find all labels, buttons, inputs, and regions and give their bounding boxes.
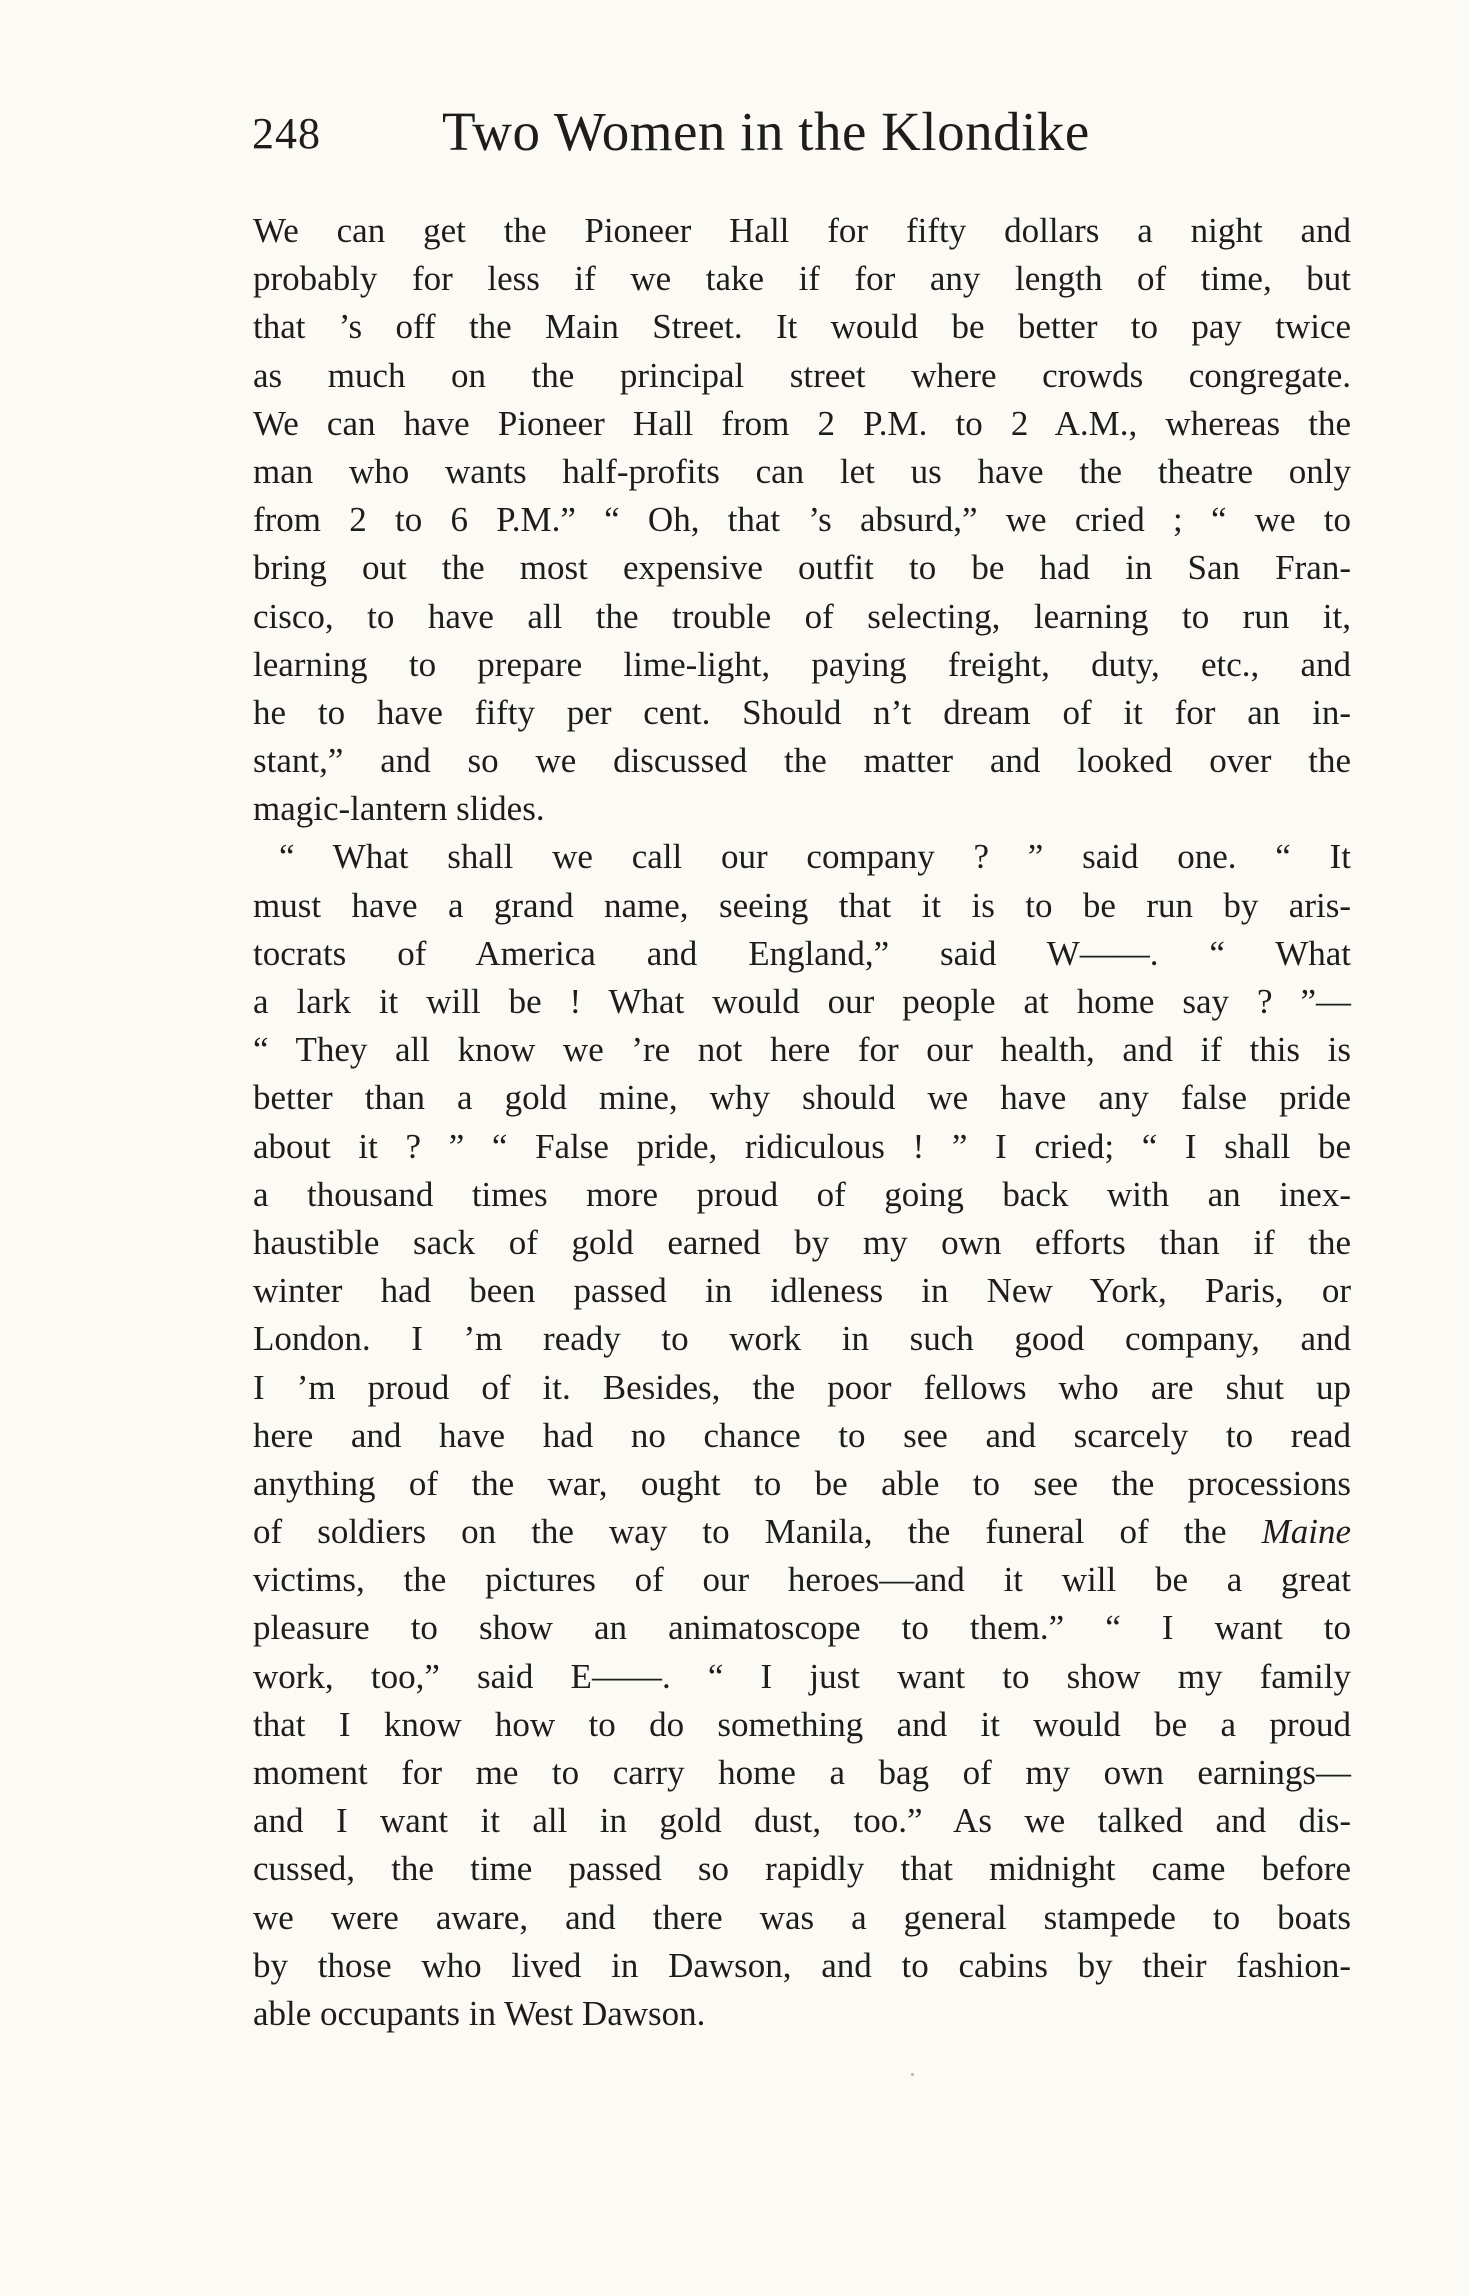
- text-line: learning to prepare lime-light, paying freight, duty, etc., and: [253, 644, 1351, 684]
- body-text: [253, 207, 1351, 2038]
- text-line: that ’s off the Main Street. It would be better to pay twice: [253, 307, 1351, 347]
- text-line: We can get the Pioneer Hall for fifty dollars a night and: [253, 211, 1351, 250]
- text-line: about it ? ” “ False pride, ridiculous ! ” I cried; “ I shall be: [253, 1126, 1351, 1166]
- text-line: he to have fifty per cent. Should n’t dream of it for an in-: [253, 692, 1351, 732]
- text-line: We can have Pioneer Hall from 2 P.M. to 2 A.M., whereas the: [253, 403, 1351, 443]
- text-line: haustible sack of gold earned by my own efforts than if the: [253, 1222, 1351, 1262]
- text-line: I ’m proud of it. Besides, the poor fellows who are shut up: [253, 1367, 1351, 1407]
- text-line: magic-lantern slides.: [253, 789, 545, 829]
- text-line: a lark it will be ! What would our people at home say ? ”—: [253, 982, 1351, 1021]
- text-line-with-italic: [253, 1508, 1351, 1556]
- text-line: must have a grand name, seeing that it is to be run by aris-: [253, 885, 1351, 925]
- running-head: [252, 100, 1352, 170]
- text-line: “ What shall we call our company ? ” said one. “ It: [279, 837, 1351, 877]
- text-line: tocrats of America and England,” said W——. “ What: [253, 933, 1351, 973]
- text-line: from 2 to 6 P.M.” “ Oh, that ’s absurd,” we cried ; “ we to: [253, 500, 1351, 540]
- text-line: and I want it all in gold dust, too.” As we talked and dis-: [253, 1801, 1351, 1841]
- text-line: here and have had no chance to see and scarcely to read: [253, 1415, 1351, 1455]
- text-line: pleasure to show an animatoscope to them.” “ I want to: [253, 1608, 1351, 1648]
- text-line: able occupants in West Dawson.: [253, 1993, 706, 2033]
- text-line: probably for less if we take if for any length of time, but: [253, 259, 1351, 299]
- text-line: as much on the principal street where crowds congregate.: [253, 355, 1351, 395]
- text-line: stant,” and so we discussed the matter and looked over the: [253, 741, 1351, 781]
- page-number: 248: [252, 109, 321, 158]
- text-line: man who wants half-profits can let us have the theatre only: [253, 451, 1351, 491]
- text-line: a thousand times more proud of going back with an inex-: [253, 1174, 1351, 1214]
- text-line: moment for me to carry home a bag of my own earnings—: [253, 1753, 1351, 1792]
- text-line: better than a gold mine, why should we have any false pride: [253, 1078, 1351, 1118]
- text-line: by those who lived in Dawson, and to cabins by their fashion-: [253, 1945, 1351, 1985]
- text-line: cisco, to have all the trouble of selecting, learning to run it,: [253, 596, 1351, 636]
- text-line: work, too,” said E——. “ I just want to show my family: [253, 1656, 1351, 1696]
- text-line: anything of the war, ought to be able to see the processions: [253, 1463, 1351, 1503]
- paper-speck: [911, 2073, 914, 2076]
- italic-word: Maine: [1261, 1512, 1352, 1552]
- text-line: London. I ’m ready to work in such good company, and: [253, 1319, 1351, 1359]
- text-line: bring out the most expensive outfit to be had in San Fran-: [253, 548, 1351, 588]
- text-line-part: of soldiers on the way to Manila, the funeral of the: [253, 1512, 1227, 1552]
- text-line: that I know how to do something and it would be a proud: [253, 1704, 1351, 1744]
- text-line: “ They all know we ’re not here for our health, and if this is: [253, 1030, 1351, 1070]
- text-line: we were aware, and there was a general stampede to boats: [253, 1897, 1351, 1937]
- text-line: winter had been passed in idleness in New York, Paris, or: [253, 1271, 1351, 1311]
- text-line: victims, the pictures of our heroes—and it will be a great: [253, 1560, 1351, 1600]
- text-line: cussed, the time passed so rapidly that midnight came before: [253, 1849, 1351, 1889]
- book-title: Two Women in the Klondike: [442, 101, 1090, 162]
